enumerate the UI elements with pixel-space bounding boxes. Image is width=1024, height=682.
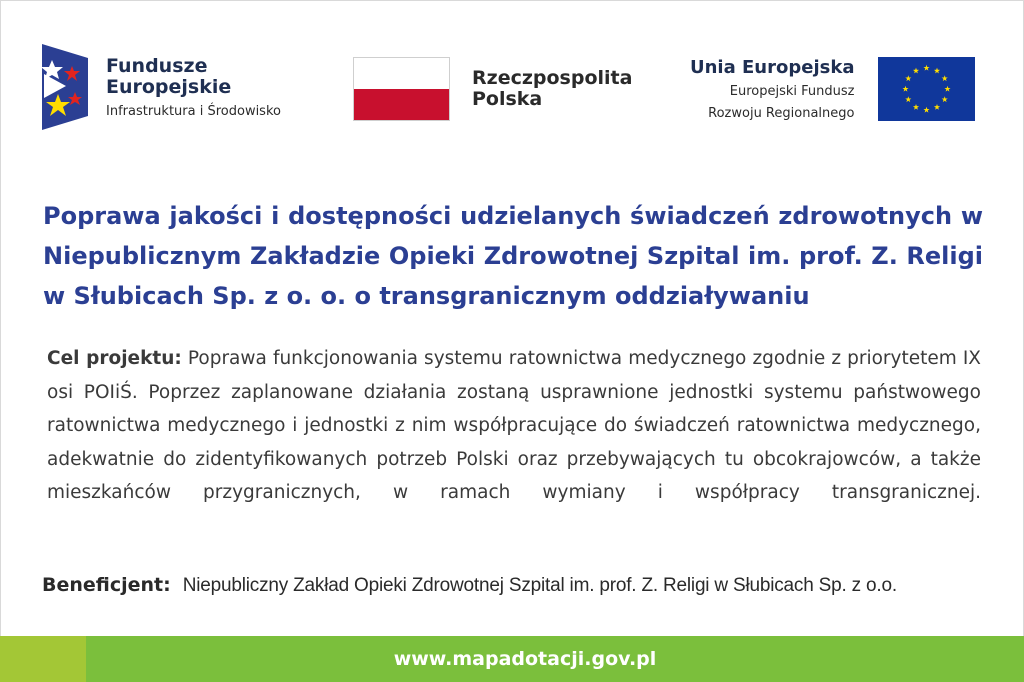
footer-accent xyxy=(0,636,86,682)
unia-europejska-logo xyxy=(690,57,975,123)
beneficiary xyxy=(42,574,1002,597)
fundusze-europejskie-logo xyxy=(42,44,281,130)
footer-url-link[interactable]: www.mapadotacji.gov.pl xyxy=(393,648,657,670)
eu-flag-icon xyxy=(878,57,975,121)
unia-sub-line1: Europejski Fundusz xyxy=(729,84,855,99)
rzeczpospolita-logo xyxy=(353,57,632,121)
unia-sub-line2: Rozwoju Regionalnego xyxy=(708,106,855,121)
beneficiary-text: Niepubliczny Zakład Opieki Zdrowotnej Szpital im. prof. Z. Religi w Słubicach Sp. z o.o. xyxy=(182,575,897,596)
unia-europejska-text xyxy=(690,57,854,123)
footer-bar xyxy=(0,636,1024,682)
rzeczpospolita-line1: Rzeczpospolita xyxy=(472,67,633,89)
beneficiary-label: Beneficjent: xyxy=(42,574,171,596)
fundusze-title-line1: Fundusze xyxy=(106,55,208,77)
fundusze-subtitle: Infrastruktura i Środowisko xyxy=(106,104,281,119)
unia-title: Unia Europejska xyxy=(690,57,855,78)
footer-main xyxy=(86,636,1024,682)
rzeczpospolita-line2: Polska xyxy=(472,88,543,110)
logo-bar xyxy=(0,0,1024,140)
rzeczpospolita-text xyxy=(472,68,632,110)
fundusze-title-line2: Europejskie xyxy=(106,76,232,98)
fundusze-europejskie-logo-icon xyxy=(42,44,88,130)
goal-label: Cel projektu: xyxy=(47,348,182,369)
project-goal xyxy=(47,342,981,510)
project-title: Poprawa jakości i dostępności udzielanych świadczeń zdrowotnych w Niepublicznym Zakładzie Opieki Zdrowotnej Szpital im. prof. Z. Religi w Słubicach Sp. z o. o. o transgranicznym oddziaływaniu xyxy=(43,202,983,310)
poland-flag-icon xyxy=(353,57,450,121)
goal-text: Poprawa funkcjonowania systemu ratownictwa medycznego zgodnie z priorytetem IX osi POIiŚ. Poprzez zaplanowane działania zostaną usprawnione jednostki systemu państwowego ratownictwa medycznego i jednostki z nim współpracujące do świadczeń ratownictwa medycznego, adekwatnie do zidentyfikowanych potrzeb Polski oraz przebywających tu obcokrajowców, a także mieszkańców przygranicznych, w ramach wymiany i współpracy transgranicznej. xyxy=(47,348,981,503)
fundusze-europejskie-text xyxy=(106,56,281,119)
